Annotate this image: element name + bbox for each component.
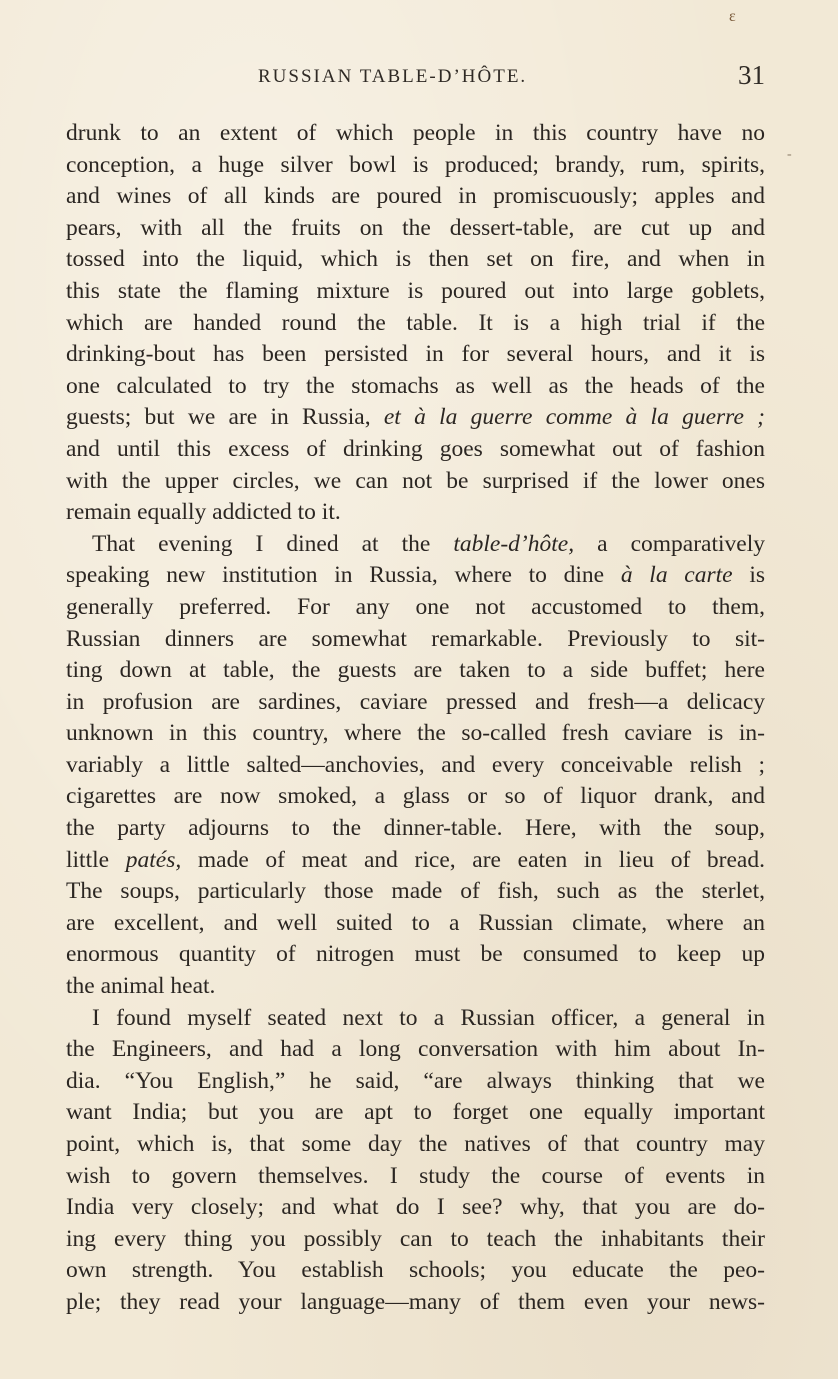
text-run: one calculated to try the stomachs as well as the heads of the [66, 372, 765, 399]
italic-phrase: patés, [125, 846, 182, 873]
text-run: ple; they read your language—many of them even your news- [66, 1288, 765, 1315]
italic-phrase: table-d’hôte, [453, 530, 575, 557]
text-line [66, 908, 765, 940]
text-run: little [66, 846, 126, 873]
text-run: unknown in this country, where the so-called fresh caviare is in- [66, 720, 765, 747]
text-run: in profusion are sardines, caviare pressed and fresh—a delicacy [66, 688, 765, 715]
text-line [66, 150, 765, 182]
text-run: The soups, particularly those made of fish, such as the sterlet, [66, 878, 765, 905]
text-line [66, 1034, 765, 1066]
text-line [66, 1097, 765, 1129]
text-run: with the upper circles, we can not be surprised if the lower ones [66, 467, 765, 494]
text-line [66, 876, 765, 908]
text-run: generally preferred. For any one not accustomed to them, [66, 593, 765, 620]
text-line [66, 687, 765, 719]
text-line [66, 1066, 765, 1098]
text-run: drinking-bout has been persisted in for several hours, and it is [66, 341, 765, 368]
text-line [66, 466, 765, 498]
text-line [66, 624, 765, 656]
text-line [66, 1255, 765, 1287]
text-line [66, 655, 765, 687]
margin-ink-mark: - [787, 147, 792, 162]
text-line [66, 1287, 765, 1319]
text-run: drunk to an extent of which people in this country have no [66, 120, 765, 146]
text-line [66, 845, 765, 877]
text-line [66, 1129, 765, 1161]
text-line [66, 750, 765, 782]
text-line [66, 813, 765, 845]
text-run: a comparatively [574, 530, 765, 557]
text-line [66, 939, 765, 971]
text-run: remain equally addicted to it. [66, 499, 341, 526]
text-run: the party adjourns to the dinner-table. Here, with the soup, [66, 815, 765, 842]
text-line [66, 971, 765, 1003]
text-run: India very closely; and what do I see? why, that you are do- [66, 1194, 765, 1221]
text-line [66, 1224, 765, 1256]
text-run: and until this excess of drinking goes somewhat out of fashion [66, 435, 765, 462]
text-line [66, 434, 765, 466]
text-run: want India; but you are apt to forget one equally important [66, 1099, 765, 1126]
text-line [66, 1161, 765, 1193]
text-run: and wines of all kinds are poured in promiscuously; apples and [66, 183, 765, 210]
text-line [66, 308, 765, 340]
text-run: the animal heat. [66, 973, 216, 1000]
text-line [66, 560, 765, 592]
text-run: tossed into the liquid, which is then set on fire, and when in [66, 246, 765, 273]
text-line [66, 781, 765, 813]
running-head: RUSSIAN TABLE-D’HÔTE. [258, 66, 528, 87]
text-run: I found myself seated next to a Russian officer, a general in [92, 1004, 765, 1031]
text-run: Russian dinners are somewhat remarkable. Previously to sit- [66, 625, 765, 652]
text-line [66, 1003, 765, 1035]
text-line [66, 339, 765, 371]
text-line [66, 118, 765, 150]
text-line [66, 718, 765, 750]
italic-phrase: et à la guerre comme à la guerre ; [383, 404, 765, 431]
text-run: which are handed round the table. It is a high trial if the [66, 309, 765, 336]
body-text [66, 118, 765, 1319]
text-run: the Engineers, and had a long conversation with him about In- [66, 1036, 765, 1063]
text-line [66, 276, 765, 308]
text-line [66, 592, 765, 624]
text-run: made of meat and rice, are eaten in lieu of bread. [181, 846, 765, 873]
text-line [66, 181, 765, 213]
text-run: are excellent, and well suited to a Russian climate, where an [66, 909, 765, 936]
text-run: ing every thing you possibly can to teach the inhabitants their [66, 1225, 765, 1252]
text-line [66, 1192, 765, 1224]
text-line [66, 529, 765, 561]
text-line [66, 244, 765, 276]
text-run: cigarettes are now smoked, a glass or so of liquor drank, and [66, 783, 765, 810]
text-run: is [732, 562, 765, 589]
text-run: variably a little salted—anchovies, and every conceivable relish ; [66, 751, 765, 778]
text-run: pears, with all the fruits on the dessert-table, are cut up and [66, 214, 765, 241]
text-run: wish to govern themselves. I study the course of events in [66, 1162, 765, 1189]
text-line [66, 213, 765, 245]
text-run: this state the flaming mixture is poured out into large goblets, [66, 277, 765, 304]
text-run: That evening I dined at the [92, 530, 454, 557]
text-run: speaking new institution in Russia, where to dine [66, 562, 621, 589]
page-number: 31 [738, 60, 765, 90]
corner-ink-mark: ɛ [729, 8, 736, 25]
text-run: dia. “You English,” he said, “are always thinking that we [66, 1067, 765, 1094]
text-line [66, 497, 765, 529]
italic-phrase: à la carte [620, 562, 733, 589]
text-run: guests; but we are in Russia, [66, 404, 384, 431]
text-run: point, which is, that some day the natives of that country may [66, 1131, 765, 1157]
text-run: conception, a huge silver bowl is produced; brandy, rum, spirits, [66, 151, 765, 178]
text-run: enormous quantity of nitrogen must be consumed to keep up [66, 941, 765, 968]
text-line [66, 371, 765, 403]
text-run: ting down at table, the guests are taken to a side buffet; here [66, 657, 765, 684]
text-run: own strength. You establish schools; you educate the peo- [66, 1257, 765, 1284]
text-line [66, 402, 765, 434]
